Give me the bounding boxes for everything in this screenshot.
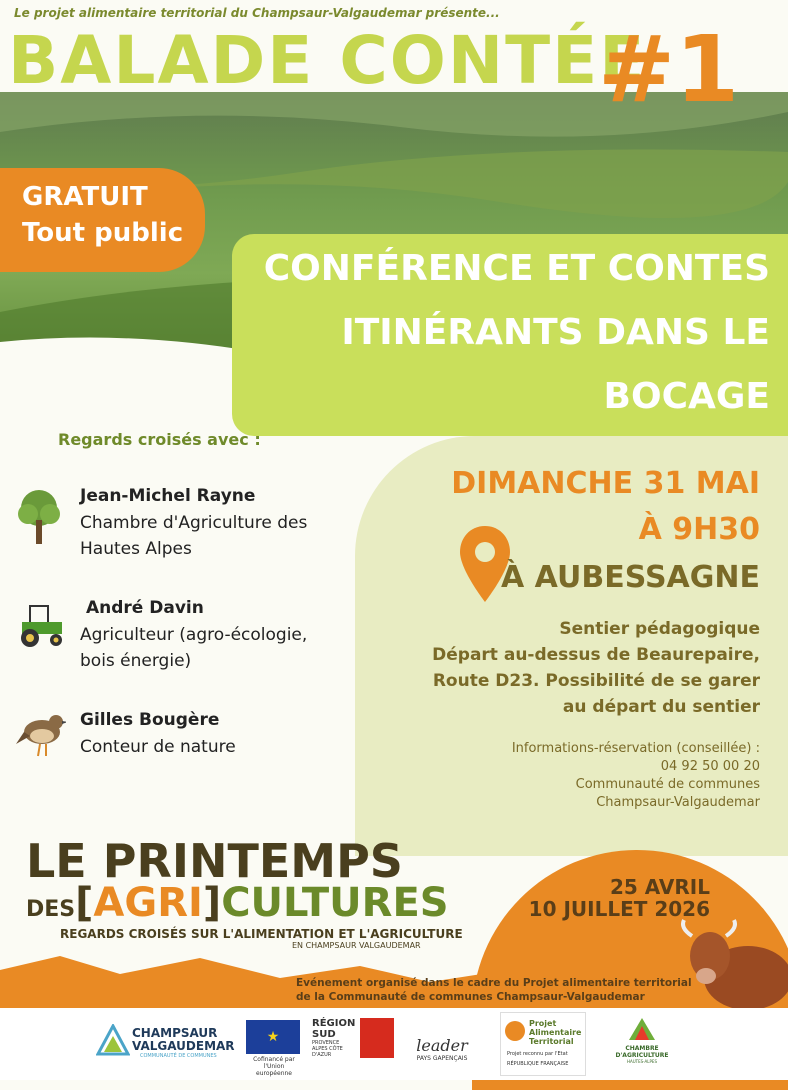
leader-logo: leader PAYS GAPENÇAIS — [416, 1036, 468, 1062]
info-line: Informations-réservation (conseillée) : — [511, 741, 760, 756]
organized-line: Evénement organisé dans le cadre du Projet alimentaire territorial — [296, 977, 692, 989]
pat-logo: Projet Alimentaire Territorial Projet reconnu par l'Etat RÉPUBLIQUE FRANÇAISE — [500, 1012, 586, 1076]
festival-end: 10 JUILLET 2026 — [528, 897, 710, 921]
pat-icon — [505, 1021, 525, 1041]
speaker-name: André Davin — [86, 598, 204, 618]
agri-word: AGRI — [93, 880, 203, 926]
public-label: Tout public — [22, 218, 184, 248]
free-tag — [0, 168, 205, 272]
cultures-word: CULTURES — [221, 880, 449, 926]
desc-line: Départ au-dessus de Beaurepaire, — [432, 645, 760, 665]
event-place: À AUBESSAGNE — [501, 560, 760, 595]
bracket-open: [ — [75, 880, 94, 926]
desc-line: Route D23. Possibilité de se garer — [432, 671, 760, 691]
festival-title-line1: LE PRINTEMPS — [26, 834, 403, 888]
speaker-role: Agriculteur (agro-écologie, — [80, 625, 308, 645]
festival-location: EN CHAMPSAUR VALGAUDEMAR — [292, 941, 421, 950]
desc-line: Sentier pédagogique — [559, 619, 760, 639]
chambre-agriculture-logo: CHAMBRE D'AGRICULTURE HAUTES-ALPES — [612, 1016, 672, 1064]
festival-dates — [500, 876, 710, 920]
speaker-name: Gilles Bougère — [80, 710, 220, 730]
conference-banner — [232, 234, 788, 436]
speaker-role: Chambre d'Agriculture des — [80, 513, 308, 533]
desc-line: au départ du sentier — [562, 697, 760, 717]
festival-start: 25 AVRIL — [610, 875, 710, 899]
festival-title-line2 — [26, 880, 449, 926]
phone-number: 04 92 50 00 20 — [660, 759, 760, 774]
organized-line: de la Communauté de communes Champsaur-Valgaudemar — [296, 991, 645, 1003]
eu-flag-icon: ★ — [246, 1020, 300, 1054]
conference-line-1: CONFÉRENCE ET CONTES — [263, 248, 770, 289]
reservation-info — [450, 740, 760, 812]
tractor-icon — [16, 600, 66, 648]
speaker-role: bois énergie) — [80, 651, 192, 671]
event-date: DIMANCHE 31 MAI — [451, 466, 760, 501]
bird-icon — [16, 706, 66, 760]
tree-icon — [16, 488, 62, 546]
region-shield-icon — [360, 1018, 394, 1058]
organized-note — [296, 976, 706, 1004]
chambre-icon — [627, 1016, 657, 1042]
free-label: GRATUIT — [22, 182, 148, 212]
event-time: À 9H30 — [638, 512, 760, 547]
des-word: DES — [26, 897, 76, 922]
speaker-name: Jean-Michel Rayne — [80, 486, 256, 506]
partner-logos: CHAMPSAUR VALGAUDEMAR COMMUNAUTÉ DE COMMUNES ★ Cofinancé par l'Union européenne RÉGION SUD PROVENCE ALPES CÔTE D'AZUR leader PAYS GAPENÇAIS Projet Alimentaire Territorial Projet reconnu par l'Etat RÉPUBLIQUE FRANÇAISE CHAMBRE D'AGRICULTURE HAUTES-ALPES — [0, 1008, 788, 1080]
speaker-role: Hautes Alpes — [80, 539, 192, 559]
speaker-role: Conteur de nature — [80, 737, 236, 757]
conference-line-2: ITINÉRANTS DANS LE — [341, 312, 770, 353]
event-description — [380, 616, 760, 720]
festival-subtitle: REGARDS CROISÉS SUR L'ALIMENTATION ET L'AGRICULTURE — [60, 927, 463, 941]
event-number: #1 — [598, 16, 740, 123]
speakers-intro: Regards croisés avec : — [58, 430, 261, 449]
presents-line: Le projet alimentaire territorial du Champsaur-Valgaudemar présente... — [14, 6, 500, 20]
conference-line-3: BOCAGE — [603, 376, 770, 417]
info-line: Communauté de communes — [575, 777, 760, 792]
bracket-close: ] — [202, 880, 222, 926]
region-sud-logo: RÉGION SUD PROVENCE ALPES CÔTE D'AZUR — [312, 1018, 398, 1058]
info-line: Champsaur-Valgaudemar — [596, 795, 760, 810]
event-title: BALADE CONTÉE — [8, 22, 647, 99]
eu-logo: ★ Cofinancé par l'Union européenne — [246, 1020, 302, 1077]
